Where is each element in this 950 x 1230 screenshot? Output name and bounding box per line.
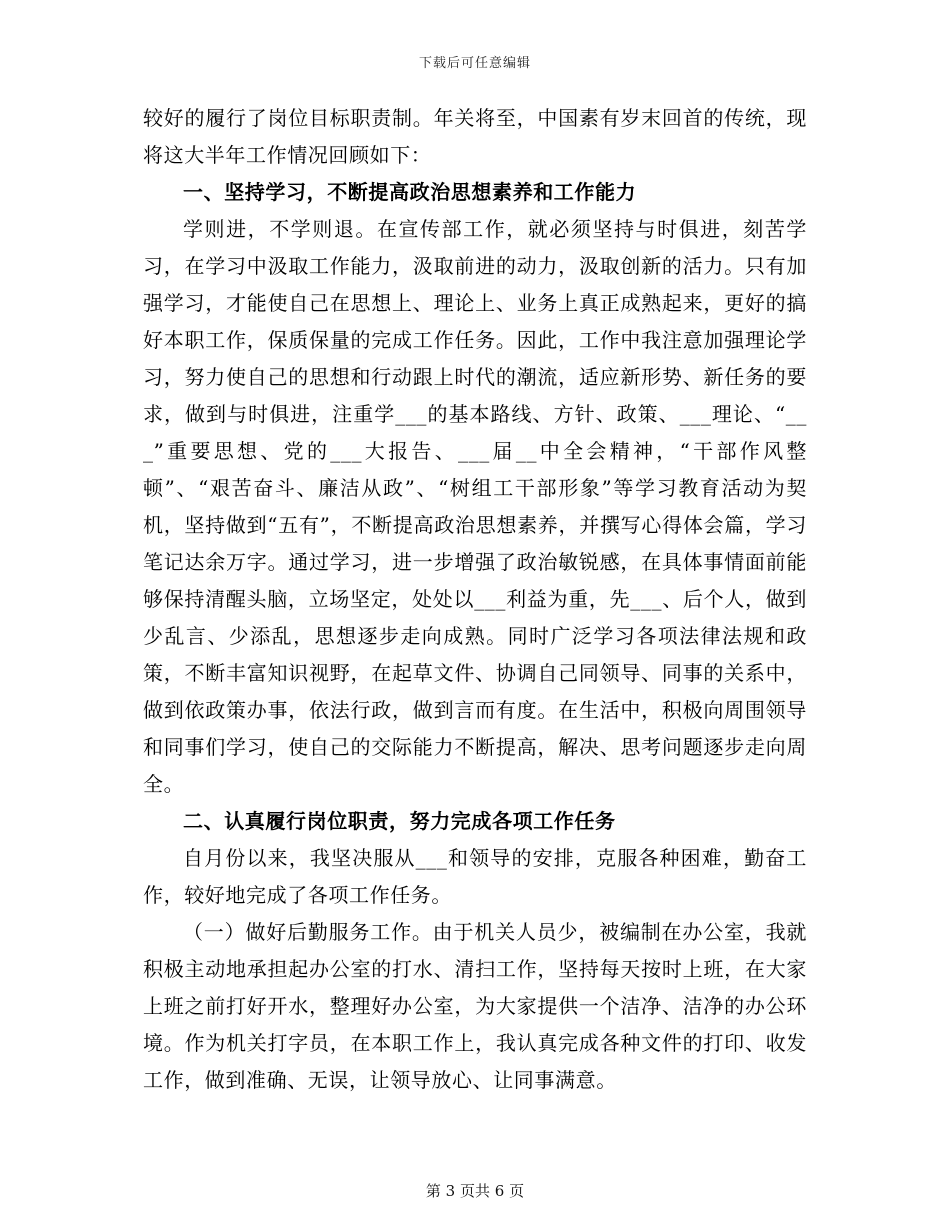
- page-header-note: 下载后可任意编辑: [418, 56, 531, 71]
- document-body: [143, 100, 807, 1099]
- section-heading-study: 一、坚持学习，不断提高政治思想素养和工作能力: [183, 180, 637, 204]
- page-number: 第 3 页共 6 页: [425, 1182, 525, 1200]
- paragraph-intro: 较好的履行了岗位目标职责制。年关将至，中国素有岁末回首的传统，现将这大半年工作情况回顾如下：: [143, 106, 807, 167]
- paragraph-logistics: （一）做好后勤服务工作。由于机关人员少，被编制在办公室，我就积极主动地承担起办公室的打水、清扫工作，坚持每天按时上班，在大家上班之前打好开水，整理好办公室，为大家提供一个洁净、洁净的办公环境。作为机关打字员，在本职工作上，我认真完成各种文件的打印、收发工作，做到准确、无误，让领导放心、让同事满意。: [143, 920, 807, 1092]
- paragraph-duties-intro: 自月份以来，我坚决服从___和领导的安排，克服各种困难，勤奋工作，较好地完成了各项工作任务。: [143, 846, 807, 907]
- section-heading-duties: 二、认真履行岗位职责，努力完成各项工作任务: [183, 809, 616, 833]
- paragraph-study: 学则进，不学则退。在宣传部工作，就必须坚持与时俱进，刻苦学习，在学习中汲取工作能力，汲取前进的动力，汲取创新的活力。只有加强学习，才能使自己在思想上、理论上、业务上真正成熟起来，更好的搞好本职工作，保质保量的完成工作任务。因此，工作中我注意加强理论学习，努力使自己的思想和行动跟上时代的潮流，适应新形势、新任务的要求，做到与时俱进，注重学___的基本路线、方针、政策、___理论、“___”重要思想、党的___大报告、___届__中全会精神，“干部作风整顿”、“艰苦奋斗、廉洁从政”、“树组工干部形象”等学习教育活动为契机，坚持做到“五有”，不断提高政治思想素养，并撰写心得体会篇，学习笔记达余万字。通过学习，进一步增强了政治敏锐感，在具体事情面前能够保持清醒头脑，立场坚定，处处以___利益为重，先___、后个人，做到少乱言、少添乱，思想逐步走向成熟。同时广泛学习各项法律法规和政策，不断丰富知识视野，在起草文件、协调自己同领导、同事的关系中，做到依政策办事，依法行政，做到言而有度。在生活中，积极向周围领导和同事们学习，使自己的交际能力不断提高，解决、思考问题逐步走向周全。: [143, 217, 807, 796]
